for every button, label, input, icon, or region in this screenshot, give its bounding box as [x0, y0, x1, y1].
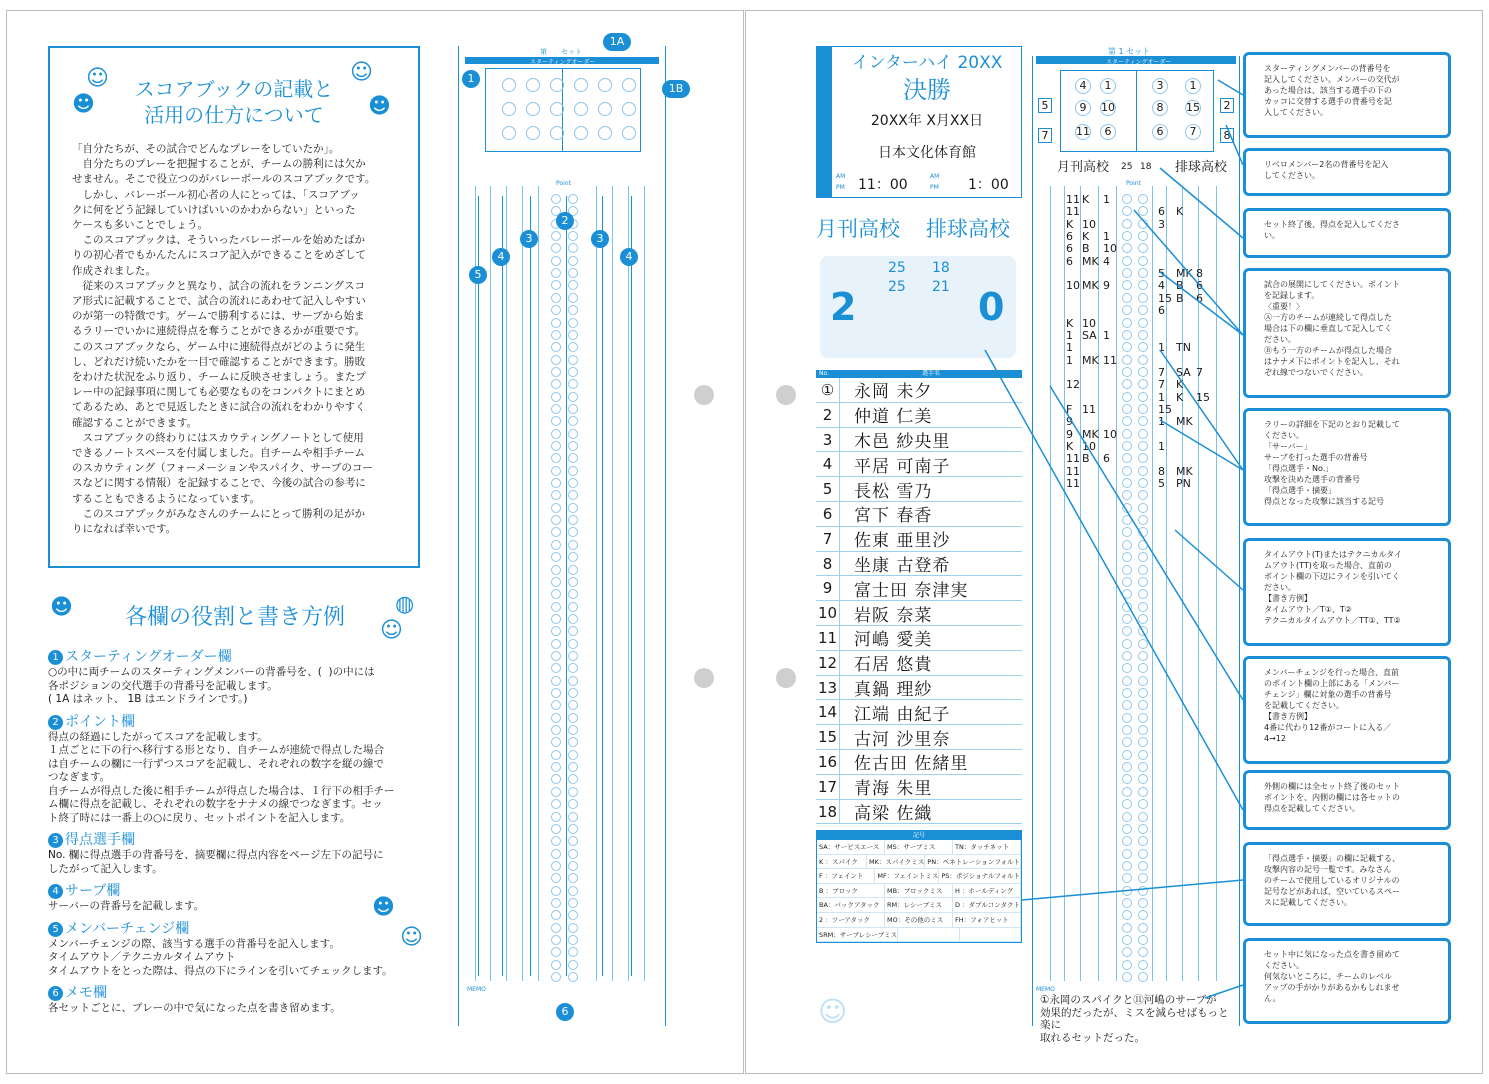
libero-a-number: 5	[1038, 98, 1052, 113]
score-cell-a: 1	[1103, 193, 1110, 206]
score-cell-b: 6	[1158, 205, 1165, 219]
player-name: 佐東 亜里沙	[854, 531, 951, 552]
player-number: 11	[816, 626, 840, 650]
final-score-a: 25	[1121, 162, 1133, 172]
order-b-number: 1	[1185, 78, 1201, 94]
player-number: 18	[816, 800, 840, 824]
mascot-icon: ☻	[368, 94, 391, 119]
player-name: 江端 由紀子	[854, 704, 951, 725]
player-name: 永岡 未夕	[854, 382, 933, 403]
match-venue: 日本文化体育館	[878, 145, 976, 161]
score-cell-a: 4	[1103, 254, 1110, 268]
role-item: 2 ポイント欄 得点の経過にしたがってスコアを記載します。 １点ごとに下の行へ移行する形となり、自チームが連続で得点した場合 は自チームの欄に一行ずつスコアを記載し、それぞれの数字を縦の線で つなぎます。 自チームが得点した後に相手チームが得点した場合は、１行下の相手チー ム欄に得点を記載し、それぞれの数字をナナメの線でつなぎます。セッ ト終了時には一番上の○に戻り、セットポイントを記入します。	[48, 713, 395, 824]
player-name: 石居 悠貴	[854, 655, 933, 676]
filled-order-label: スターティングオーダー	[1106, 59, 1172, 66]
callout-note: セット終了後、得点を記入してくださ い。	[1243, 208, 1451, 258]
player-name: 高梁 佐織	[854, 803, 933, 824]
score-cell-a: MK	[1082, 279, 1099, 293]
role-item: 1 スターティングオーダー欄 ○の中に両チームのスターティングメンバーの背番号を、( )の中には 各ポジションの交代選手の背番号を記載します。 ( 1A はネット、 1B はエンドラインです。)	[48, 649, 375, 705]
score-cell-a: MK	[1082, 353, 1099, 367]
score-cell-b: K	[1176, 205, 1184, 219]
score-cell-b: MK	[1176, 415, 1193, 429]
start-time: 11：00	[858, 177, 908, 193]
blank-set-label: 第 セット	[540, 48, 582, 56]
score-cell-a: 1	[1066, 328, 1073, 342]
role-item: 3 得点選手欄 No. 欄に得点選手の背番号を、摘要欄に得点内容をページ左下の記号に したがって記入します。	[48, 832, 384, 875]
score-cell-a: 6	[1066, 242, 1073, 256]
score-cell-a: SA	[1082, 328, 1097, 342]
mascot-icon: ☺	[350, 60, 373, 85]
player-name: 富士田 奈津実	[854, 580, 969, 601]
player-name: 真鍋 理紗	[854, 679, 933, 700]
player-name: 青海 朱里	[854, 779, 933, 800]
score-cell-b: 5	[1158, 267, 1165, 281]
legend-cell: F ：フェイント	[817, 869, 875, 883]
score-cell-a: 6	[1103, 452, 1110, 466]
team-b-name: 排球高校	[926, 217, 1010, 241]
marker-5: 5	[469, 266, 487, 284]
score-cell-a: 11	[1066, 205, 1080, 219]
score-cell-a: 12	[1066, 378, 1080, 392]
score-cell-b: B	[1176, 279, 1184, 293]
score-cell-a: 11	[1082, 402, 1096, 416]
score-cell-b: SA	[1176, 365, 1191, 379]
marker-4: 4	[620, 248, 638, 266]
intro-body: 「自分たちが、その試合でどんなプレーをしていたか」。 自分たちのプレーを把握することが、チームの勝利には欠か せません。そこで役立つのがバレーボールのスコアブックです。 しかし、バレーボール初心者の人にとっては、「スコアブッ クに何をどう記録していけばいいのかわからない」といった ケースも多いことでしょう。 このスコアブックは、そういったバレーボールを始めたばか りの初心者でもかんたんにスコア記入ができることをめざして 作成されました。 従来のスコアブックと異なり、試合の流れをランニングスコ ア形式に記載することで、試合の流れにあわせて記入しやすい のが第一の特徴です。ゲームで勝利するには、サーブから始ま るラリーでいかに連続得点を奪うことができるかが重要です。 このスコアブックなら、ゲーム中に連続得点がどのように発生 し、どれだけ続いたかを一目で確認することができます。勝敗 をわけた状況をふり返り、チームに反映させましょう。またプ レー中の記録事項に関しても必要なものをコンパクトにまとめ てあるため、あとで見返したときに試合の流れをわかりやすく 確認することができます。 スコアブックの終わりにはスカウティングノートとして使用 できるノートスペースを付属しました。自チームや相手チーム のスカウティング（フォーメーションやスパイク、サーブのコー スなどに関する情報）を記録することで、今後の試合の参考に することもできるようになっています。 このスコアブックがみなさんのチームにとって勝利の足がか りになれば幸いです。	[72, 143, 376, 536]
player-number: 14	[816, 700, 840, 724]
player-name: 岩阪 奈菜	[854, 605, 933, 626]
score-cell-b: 15	[1158, 291, 1172, 305]
blank-memo-label: MEMO	[467, 986, 486, 993]
order-a-number: 6	[1100, 124, 1116, 140]
score-cell-b: B	[1176, 291, 1184, 305]
marker-2: 2	[556, 212, 574, 230]
legend-cell: K ：スパイク	[817, 855, 867, 869]
score-cell-a: 11	[1066, 452, 1080, 466]
score-cell-a: MK	[1082, 427, 1099, 441]
legend-cell: MF：フェイントミス	[875, 869, 939, 883]
player-name: 河嶋 愛美	[854, 630, 933, 651]
order-a-number: 1	[1100, 78, 1116, 94]
player-name: 仲道 仁美	[854, 407, 933, 428]
legend-cell: MS：サーブミス	[885, 840, 953, 854]
order-b-number: 7	[1185, 124, 1201, 140]
ball-icon: ◍	[395, 592, 415, 617]
player-number: 10	[816, 601, 840, 625]
marker-4: 4	[492, 248, 510, 266]
marker-3: 3	[591, 230, 609, 248]
score-cell-b: K	[1176, 390, 1184, 404]
team-a-name: 月刊高校	[816, 217, 900, 241]
score-cell-b: MK	[1176, 464, 1193, 478]
player-number: ①	[816, 378, 840, 402]
score-cell-a: 1	[1103, 328, 1110, 342]
score-cell-a: B	[1082, 242, 1090, 256]
score-cell-b: 5	[1158, 477, 1165, 491]
mascot-icon: ☻	[50, 595, 73, 620]
callout-note: リベロメンバー2名の背番号を記入 してください。	[1243, 148, 1451, 196]
match-stage: 決勝	[903, 76, 951, 104]
score-cell-a: 9	[1103, 279, 1110, 293]
marker-1a: 1A	[603, 33, 631, 51]
score-cell-b: 1	[1158, 390, 1165, 404]
score-cell-a: 11	[1066, 193, 1080, 206]
marker-1: 1	[462, 70, 480, 88]
marker-1b: 1B	[662, 80, 690, 98]
score-cell-b: PN	[1176, 477, 1191, 491]
player-number: 9	[816, 576, 840, 600]
player-number: 3	[816, 428, 840, 452]
filled-memo: ①永岡のスパイクと⑪河嶋のサーブが 効果的だったが、ミスを減らせばもっと楽に 取れるセットだった。	[1040, 994, 1229, 1044]
legend-cell: MK：スパイクミス	[867, 855, 925, 869]
legend-cell: PN：ペネトレーションフォルト	[925, 855, 1021, 869]
legend-cell: B ：ブロック	[817, 884, 885, 898]
score-cell-b: MK	[1176, 267, 1193, 281]
score-cell-b: 15	[1196, 390, 1210, 404]
role-item: 4 サーブ欄 サーバーの背番号を記載します。	[48, 883, 205, 912]
score-cell-a: 10	[1082, 316, 1096, 330]
player-number: 16	[816, 750, 840, 774]
roles-title: 各欄の役割と書き方例	[124, 605, 345, 630]
callout-note: 試合の展開にしてください。ポイント を記録します。 〈重要！〉 Ⓐ一方のチームが連続して得点した 場合は下の欄に垂直して記入してく ださい。 Ⓑもう一方のチームが得点した場合 はナナメ下にポイントを記入し、それ ぞれ線でつないでください。	[1243, 268, 1451, 398]
filled-team-b: 排球高校	[1175, 160, 1228, 175]
legend-title: 記号	[817, 831, 1021, 840]
legend-cell: FH：フォアヒット	[953, 913, 1021, 927]
callout-note: ラリーの詳細を下記のとおり記載して ください。 「サーバー」 サーブを打った選手の背番号 「得点選手・No.」 攻撃を決めた選手の背番号 「得点選手・摘要」 得点となった攻撃に該当する記号	[1243, 408, 1451, 526]
libero-b-number: 8	[1220, 128, 1234, 143]
callout-note: 外側の欄には全セット終了後のセット ポイントを、内側の欄には各セットの 得点を記載してください。	[1243, 770, 1451, 830]
legend-cell: SRM：サーブレシーブミス	[817, 928, 898, 942]
legend-cell: BA：バックアタック	[817, 898, 885, 912]
order-b-number: 6	[1152, 124, 1168, 140]
score-cell-a: K	[1066, 316, 1074, 330]
order-b-number: 8	[1152, 100, 1168, 116]
sets-won-a: 2	[830, 285, 857, 329]
player-name: 佐古田 佐緒里	[854, 754, 969, 775]
order-a-number: 11	[1076, 125, 1090, 138]
callout-note: 「得点選手・摘要」の欄に記載する、 攻撃内容の記号一覧です。みなさん のチームで使用しているオリジナルの 記号などがあれば、空いているスペー スに記載してください。	[1243, 842, 1451, 926]
score-cell-a: 11	[1103, 353, 1117, 367]
score-cell-a: B	[1082, 452, 1090, 466]
score-cell-a: 11	[1066, 477, 1080, 491]
mascot-icon: ☺	[818, 995, 848, 1028]
legend-cell: RM：レシーブミス	[885, 898, 953, 912]
player-number: 12	[816, 651, 840, 675]
blank-order-label: スターティングオーダー	[530, 59, 596, 66]
score-cell-a: 1	[1066, 353, 1073, 367]
filled-point-label: Point	[1126, 180, 1141, 187]
player-number: 5	[816, 477, 840, 501]
set1-score-a: 25	[888, 260, 906, 276]
role-item: 6 メモ欄 各セットごとに、プレーの中で気になった点を書き留めます。	[48, 985, 341, 1014]
player-number: 4	[816, 452, 840, 476]
callout-note: タイムアウト(T)またはテクニカルタイ ムアウト(TT)を取った場合、直前の ポイント欄の下辺にラインを引いてく ださい。 【書き方例】 タイムアウト／T①、T② テクニカルタイムアウト／TT①、TT②	[1243, 538, 1451, 646]
callout-note: メンバーチェンジを行った場合、直前 のポイント欄の上部にある「メンバー チェンジ」欄に対象の選手の背番号 を記載してください。 【書き方例】 4番に代わり12番がコートに入る／ 4→12	[1243, 656, 1451, 764]
score-cell-b: TN	[1176, 341, 1191, 355]
roster-header: No. 選手名	[816, 370, 1022, 378]
score-cell-b: 15	[1158, 402, 1172, 416]
score-cell-a: K	[1066, 217, 1074, 231]
player-number: 6	[816, 502, 840, 526]
score-cell-a: K	[1082, 230, 1090, 244]
score-cell-b: 6	[1158, 304, 1165, 318]
player-name: 平居 可南子	[854, 456, 951, 477]
score-cell-a: 6	[1066, 254, 1073, 268]
match-date: 20XX年 X月XX日	[870, 113, 984, 129]
player-name: 木邑 紗央里	[854, 432, 951, 452]
sets-won-b: 0	[978, 285, 1005, 329]
score-cell-a: 9	[1066, 415, 1073, 429]
score-cell-a: 10	[1066, 279, 1080, 293]
player-name: 宮下 春香	[854, 506, 933, 527]
score-cell-b: 7	[1158, 365, 1165, 379]
callout-note: セット中に気になった点を書き留めて ください。 何気ないところに、チームのレベル アップの手がかりがあるかもしれませ ん。	[1243, 938, 1451, 1024]
player-name: 坐康 古登希	[854, 555, 951, 576]
marker-3: 3	[520, 230, 538, 248]
score-cell-a: MK	[1082, 254, 1099, 268]
legend-cell: MB：ブロックミス	[885, 884, 953, 898]
score-cell-b: 4	[1158, 279, 1165, 293]
score-cell-b: 1	[1158, 415, 1165, 429]
am-label: AM	[836, 173, 846, 180]
score-cell-b: K	[1176, 378, 1184, 392]
score-cell-b: 6	[1196, 291, 1203, 305]
set1-score-b: 18	[932, 260, 950, 276]
legend-cell: 2 ：ツーアタック	[817, 913, 885, 927]
score-cell-a: 10	[1103, 242, 1117, 256]
player-number: 7	[816, 527, 840, 551]
end-time: 1：00	[968, 177, 1009, 193]
score-cell-a: 10	[1082, 440, 1096, 453]
score-cell-a: K	[1066, 440, 1074, 453]
score-cell-a: 1	[1103, 230, 1110, 244]
callout-note: スターティングメンバーの背番号を 記入してください。メンバーの交代が あった場合は、該当する選手の下の カッコに交替する選手の背番号を記 入してください。	[1243, 52, 1451, 138]
score-cell-b: 8	[1158, 464, 1165, 478]
order-a-number: 4	[1075, 78, 1091, 94]
legend-cell: PS：ポジショナルフォルト	[939, 869, 1021, 883]
legend-cell: D ：ダブルコンタクト	[953, 898, 1021, 912]
match-name: インターハイ 20XX	[851, 53, 1003, 73]
libero-b-number: 2	[1220, 98, 1234, 113]
filled-set-label: 第 1 セット	[1108, 47, 1151, 56]
score-cell-b: 1	[1158, 440, 1165, 453]
score-cell-a: 6	[1066, 230, 1073, 244]
score-cell-b: 7	[1196, 365, 1203, 379]
mascot-icon: ☺	[380, 618, 403, 643]
score-cell-a: 1	[1066, 341, 1073, 355]
player-number: 13	[816, 676, 840, 700]
order-a-number: 10	[1101, 101, 1115, 114]
filled-memo-label: MEMO	[1036, 986, 1055, 993]
pm-label: PM	[836, 184, 845, 191]
score-cell-b: 6	[1196, 279, 1203, 293]
marker-6: 6	[556, 1003, 574, 1021]
order-b-number: 15	[1186, 101, 1200, 114]
pm-label: PM	[930, 184, 939, 191]
player-number: 17	[816, 775, 840, 799]
player-name: 古河 沙里奈	[854, 729, 951, 750]
filled-team-a: 月刊高校	[1057, 160, 1110, 175]
mascot-icon: ☺	[86, 66, 109, 91]
player-number: 8	[816, 552, 840, 576]
player-number: 15	[816, 725, 840, 749]
final-score-b: 18	[1140, 162, 1152, 172]
am-label: AM	[930, 173, 940, 180]
score-cell-a: K	[1082, 193, 1090, 206]
legend-cell: MO：その他のミス	[885, 913, 953, 927]
legend-cell: H ：ホールディング	[953, 884, 1021, 898]
role-item: 5 メンバーチェンジ欄 メンバーチェンジの際、該当する選手の背番号を記入します。 タイムアウト／テクニカルタイムアウト タイムアウトをとった際は、得点の下にラインを引いてチェックします。	[48, 920, 393, 977]
set2-score-b: 21	[932, 279, 950, 295]
legend-cell: SA：サービスエース	[817, 840, 885, 854]
mascot-icon: ☻	[372, 895, 395, 920]
player-name: 長松 雪乃	[854, 481, 933, 502]
libero-a-number: 7	[1038, 128, 1052, 143]
score-cell-a: 9	[1066, 427, 1073, 441]
mascot-icon: ☻	[72, 92, 95, 117]
score-cell-b: 7	[1158, 378, 1165, 392]
score-cell-a: F	[1066, 402, 1073, 416]
legend-cell: TN：タッチネット	[953, 840, 1021, 854]
order-b-number: 3	[1152, 78, 1168, 94]
score-cell-b: 8	[1196, 267, 1203, 281]
intro-title: スコアブックの記載と 活用の仕方について	[134, 77, 334, 127]
mascot-icon: ☺	[400, 925, 423, 950]
score-cell-a: 10	[1082, 217, 1096, 231]
blank-point-label: Point	[556, 180, 571, 187]
score-cell-a: 10	[1103, 427, 1117, 441]
order-a-number: 9	[1075, 100, 1091, 116]
score-cell-a: 11	[1066, 464, 1080, 478]
set2-score-a: 25	[888, 279, 906, 295]
player-number: 2	[816, 403, 840, 427]
score-cell-b: 1	[1158, 341, 1165, 355]
score-cell-b: 3	[1158, 217, 1165, 231]
